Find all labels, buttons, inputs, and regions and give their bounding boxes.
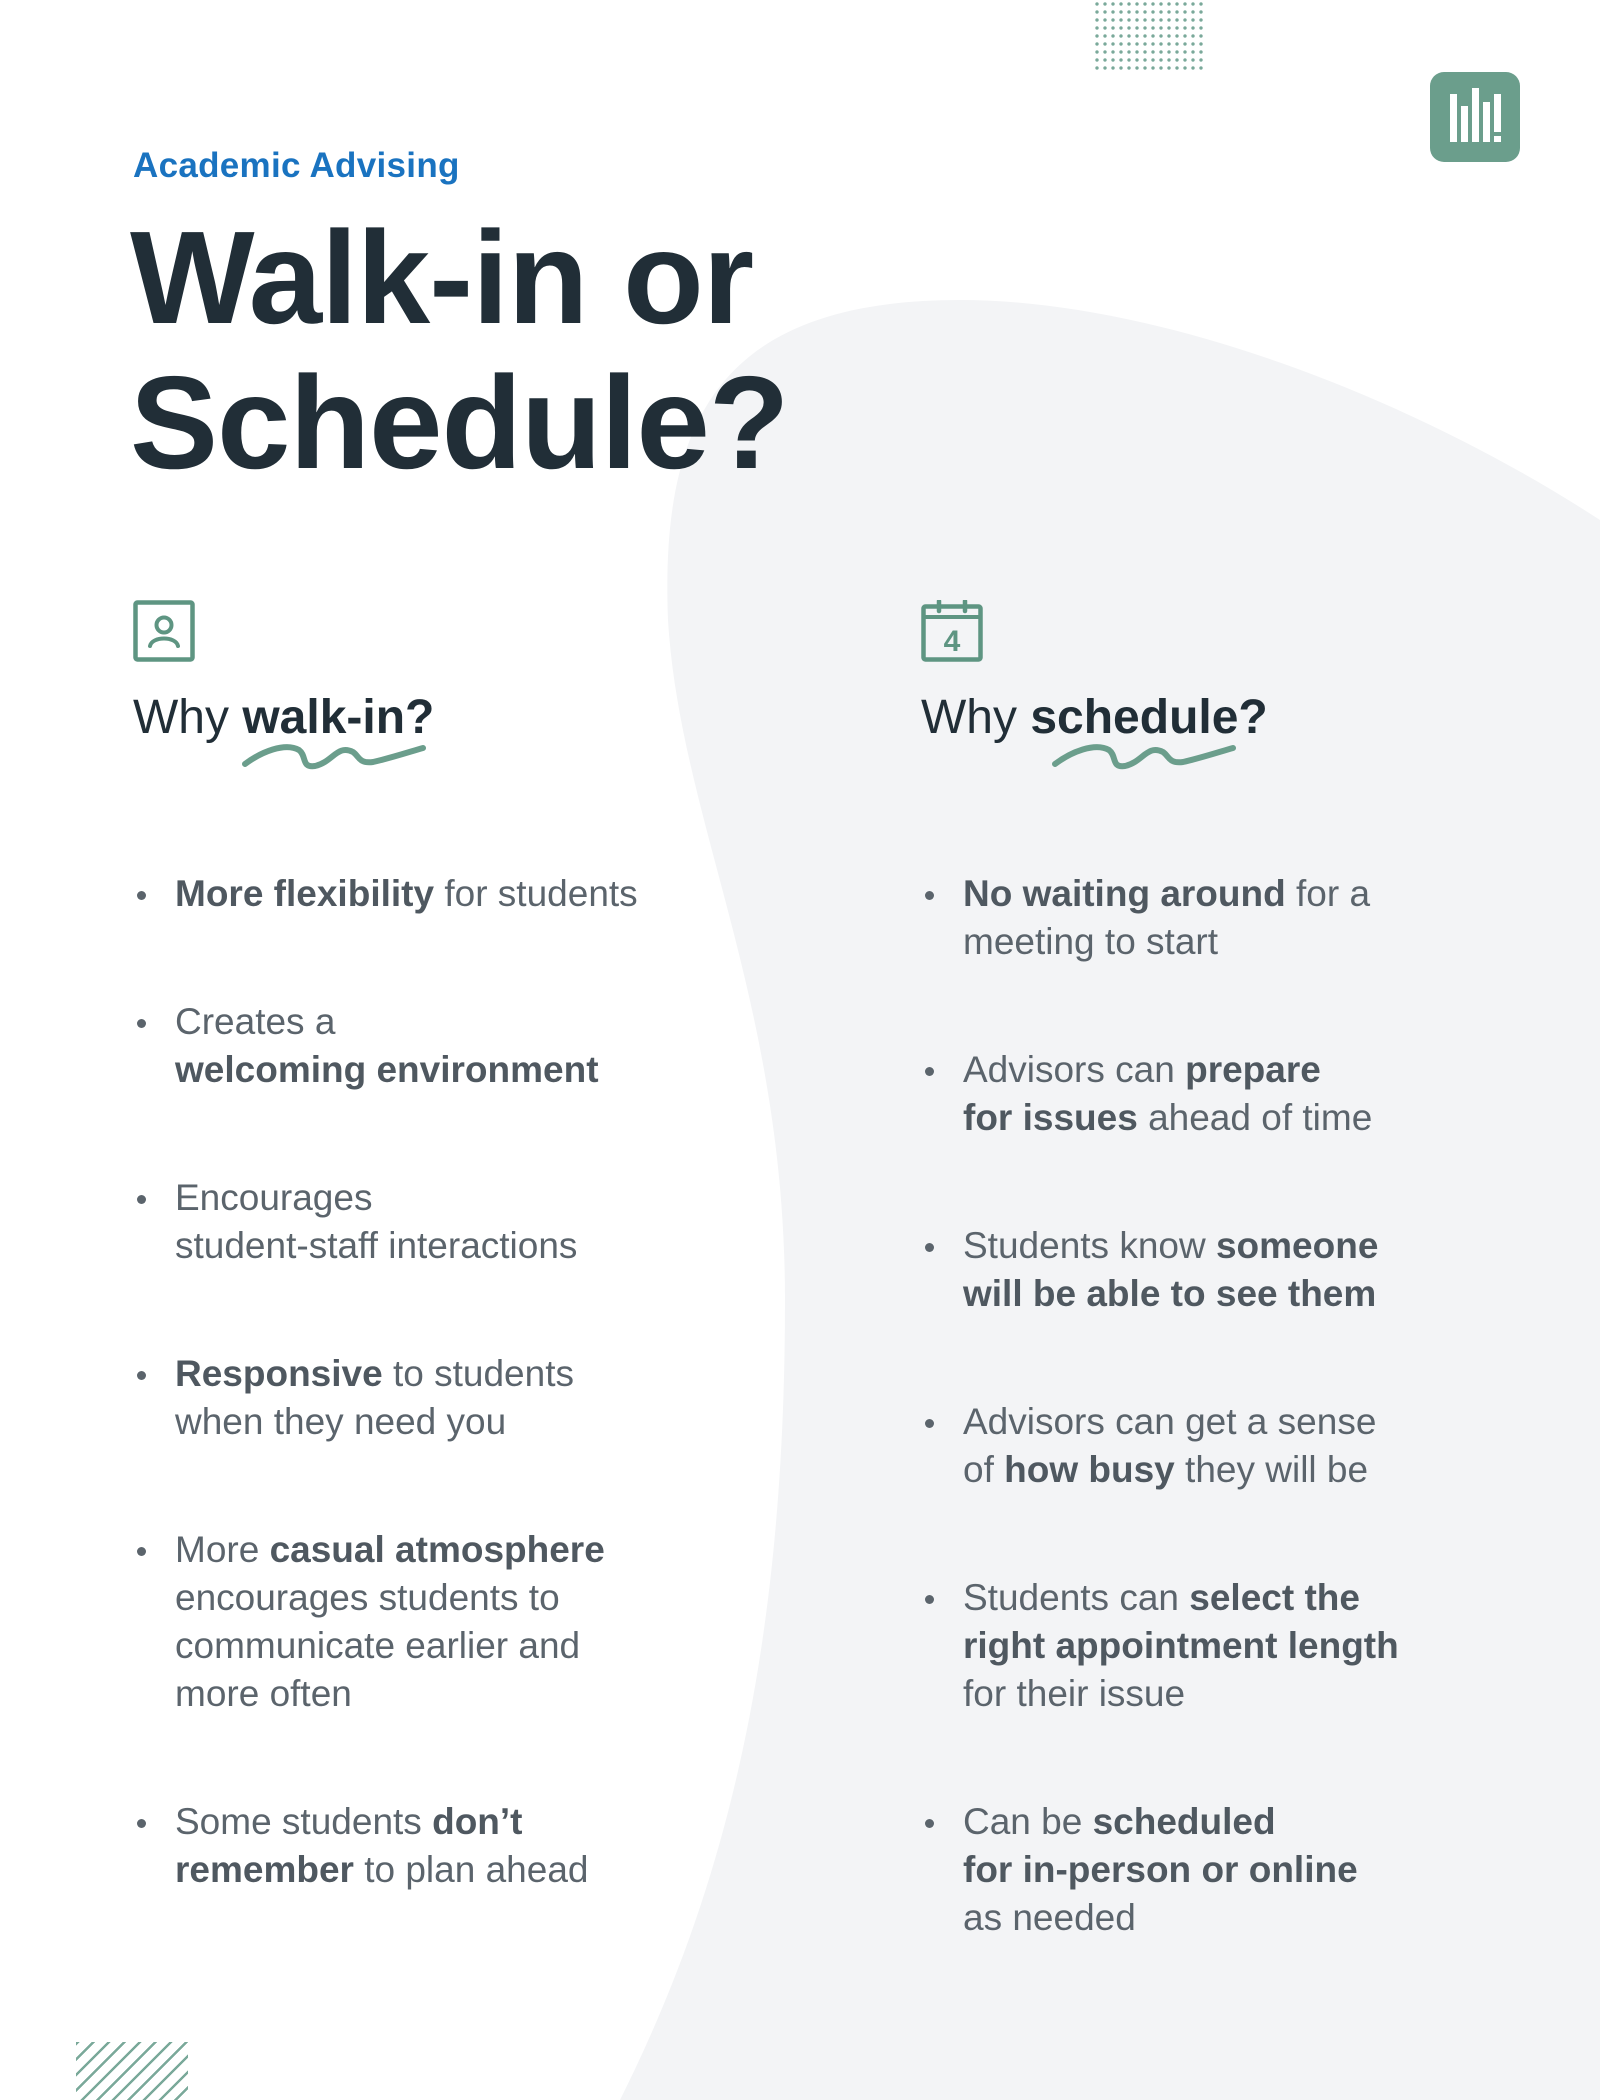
bullet-text: ahead of time	[1137, 1097, 1373, 1138]
heading-prefix: Why	[921, 691, 1031, 744]
bullet-item	[921, 1398, 1481, 1494]
bullet-text: for their issue	[963, 1673, 1186, 1714]
bullet-emphasis-text: More flexibility	[175, 873, 435, 914]
bullet-text: Creates a	[175, 1001, 336, 1042]
bullet-text: for students	[434, 873, 638, 914]
walk-in-heading	[133, 690, 693, 746]
bullet-emphasis-text: welcoming environment	[175, 1049, 599, 1090]
hatch-pattern-decoration	[76, 2042, 188, 2100]
bullet-text: Students can	[963, 1577, 1190, 1618]
schedule-column	[921, 600, 1481, 1938]
bullet-item	[133, 998, 693, 1094]
page-title	[130, 205, 788, 495]
squiggle-underline-decoration	[241, 732, 426, 772]
bullet-item	[133, 870, 693, 918]
bullet-text: Advisors can	[963, 1049, 1186, 1090]
walk-in-column	[133, 600, 693, 1890]
bullet-text: they will be	[1174, 1449, 1369, 1490]
heading-prefix: Why	[133, 691, 243, 744]
bullet-emphasis-text: someone will be able to see them	[963, 1225, 1379, 1314]
bullet-text: encourages students to communicate earlier and more often	[175, 1577, 581, 1714]
bullet-item	[921, 1222, 1481, 1318]
bullet-text: More	[175, 1529, 270, 1570]
title-line-2: Schedule?	[130, 349, 789, 496]
bullet-item	[921, 1574, 1481, 1718]
heading-emphasis: schedule?	[1030, 691, 1268, 744]
bullet-item	[921, 870, 1481, 966]
bars-logo-icon	[1430, 72, 1520, 162]
title-line-1: Walk-in or	[130, 204, 754, 351]
bullet-text: for a meeting to start	[963, 873, 1371, 962]
bullet-text: Some students	[175, 1801, 433, 1842]
bullet-emphasis-text: select the right appointment length	[963, 1577, 1399, 1666]
bullet-text: Encourages student-staff interactions	[175, 1177, 578, 1266]
brand-logo	[1430, 72, 1520, 162]
bullet-text: Can be	[963, 1801, 1093, 1842]
bullet-emphasis-text: how busy	[1004, 1449, 1175, 1490]
bullet-text: as needed	[963, 1897, 1136, 1938]
bullet-item	[921, 1046, 1481, 1142]
bullet-text: Advisors can get a sense of	[963, 1401, 1377, 1490]
calendar-day-number: 4	[943, 625, 961, 658]
bullet-emphasis-text: No waiting around	[963, 873, 1286, 914]
calendar-icon	[921, 600, 983, 662]
bullet-item	[133, 1798, 693, 1894]
bullet-emphasis-text: casual atmosphere	[269, 1529, 605, 1570]
bullet-item	[133, 1174, 693, 1270]
bullet-emphasis-text: prepare for issues	[963, 1049, 1321, 1138]
dot-pattern-decoration	[1093, 0, 1207, 74]
bullet-item	[133, 1350, 693, 1446]
bullet-text: to students when they need you	[175, 1353, 574, 1442]
bullet-text: Students know	[963, 1225, 1216, 1266]
bullet-text: to plan ahead	[353, 1849, 589, 1890]
bullet-emphasis-text: scheduled for in-person or online	[963, 1801, 1358, 1890]
bullet-emphasis-text: Responsive	[175, 1353, 383, 1394]
eyebrow-label: Academic Advising	[133, 146, 460, 185]
schedule-heading	[921, 690, 1481, 746]
bullet-item	[133, 1526, 693, 1718]
bullet-item	[921, 1798, 1481, 1942]
bullet-emphasis-text: don’t remember	[175, 1801, 523, 1890]
user-badge-icon	[133, 600, 195, 662]
squiggle-underline-decoration	[1051, 732, 1236, 772]
heading-emphasis: walk-in?	[242, 691, 435, 744]
